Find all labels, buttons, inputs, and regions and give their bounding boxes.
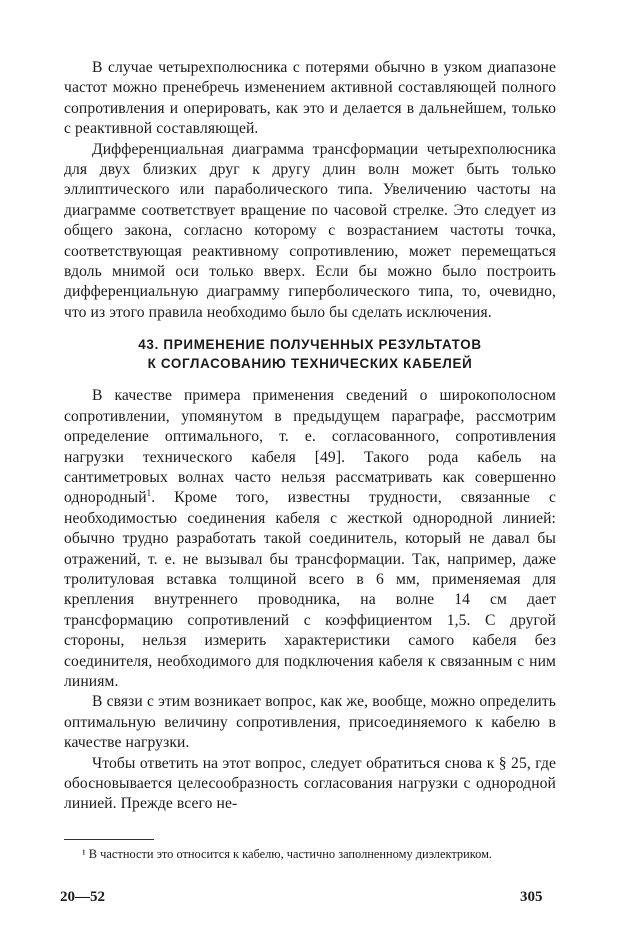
footnote: ¹ В частности это относится к кабелю, частично заполненному диэлектриком. (82, 847, 493, 861)
footnote-reference: 1 (146, 488, 152, 499)
section-heading (64, 335, 556, 373)
section-heading-line-2: К СОГЛАСОВАНИЮ ТЕХНИЧЕСКИХ КАБЕЛЕЙ (147, 356, 473, 372)
section-heading-line-1: 43. ПРИМЕНЕНИЕ ПОЛУЧЕННЫХ РЕЗУЛЬТАТОВ (138, 337, 482, 353)
footnote-divider (64, 839, 154, 840)
page-body (64, 58, 556, 815)
cable-text-part-2: . Кроме того, известны трудности, связанные с необходимостью соединения кабеля с жесткой однородной линией: обычно трудно разработать такой соединитель, который не давал бы отражений, т. е. не вызывал бы трансформации. Так, например, даже тролитуловая вставка толщиной всего в 6 мм, применяемая для крепления внутреннего проводника, на волне 14 см дает трансформацию сопротивлений с коэффициентом 1,5. С другой стороны, нельзя измерить характеристики самого кабеля без соединителя, необходимого для подключения кабеля к связанным с ним линиям. (64, 489, 556, 690)
cable-text-part-1: В качестве примера применения сведений о широкополосном сопротивлении, упомянутом в предыдущем параграфе, рассмотрим определение оптимального, т. е. согласованного, сопротивления нагрузки технического кабеля [49]. Такого рода кабель на сантиметровых волнах часто нельзя рассматривать как совершенно однородный (64, 387, 556, 507)
paragraph-question: В связи с этим возникает вопрос, как же, вообще, можно определить оптимальную величину сопротивления, присоединяемого к кабелю в качестве нагрузки. (64, 693, 556, 752)
page-number: 305 (520, 889, 543, 905)
paragraph-lossy-quadripole: В случае четырехполюсника с потерями обычно в узком диапазоне частот можно пренебречь изменением активной составляющей полного сопротивления и оперировать, как это и делается в дальнейшем, только с реактивной составляющей. (64, 59, 556, 138)
paragraph-cable-example (64, 386, 556, 692)
paragraph-answer: Чтобы ответить на этот вопрос, следует обратиться снова к § 25, где обосновывается целесообразность согласования нагрузки с однородной линией. Прежде всего не- (64, 754, 556, 813)
printer-signature: 20—52 (60, 889, 105, 905)
paragraph-differential-diagram: Дифференциальная диаграмма трансформации четырехполюсника для двух близких друг к другу длин волн может быть только эллиптического или параболического типа. Увеличению частоты на диаграмме соответствует вращение по часовой стрелке. Это следует из общего закона, согласно которому с возрастанием частоты точка, соответствующая реактивному сопротивлению, может перемещаться вдоль мнимой оси только вверх. Если бы можно было построить дифференциальную диаграмму гиперболического типа, то, очевидно, что из этого правила необходимо было бы сделать исключения. (64, 140, 556, 321)
